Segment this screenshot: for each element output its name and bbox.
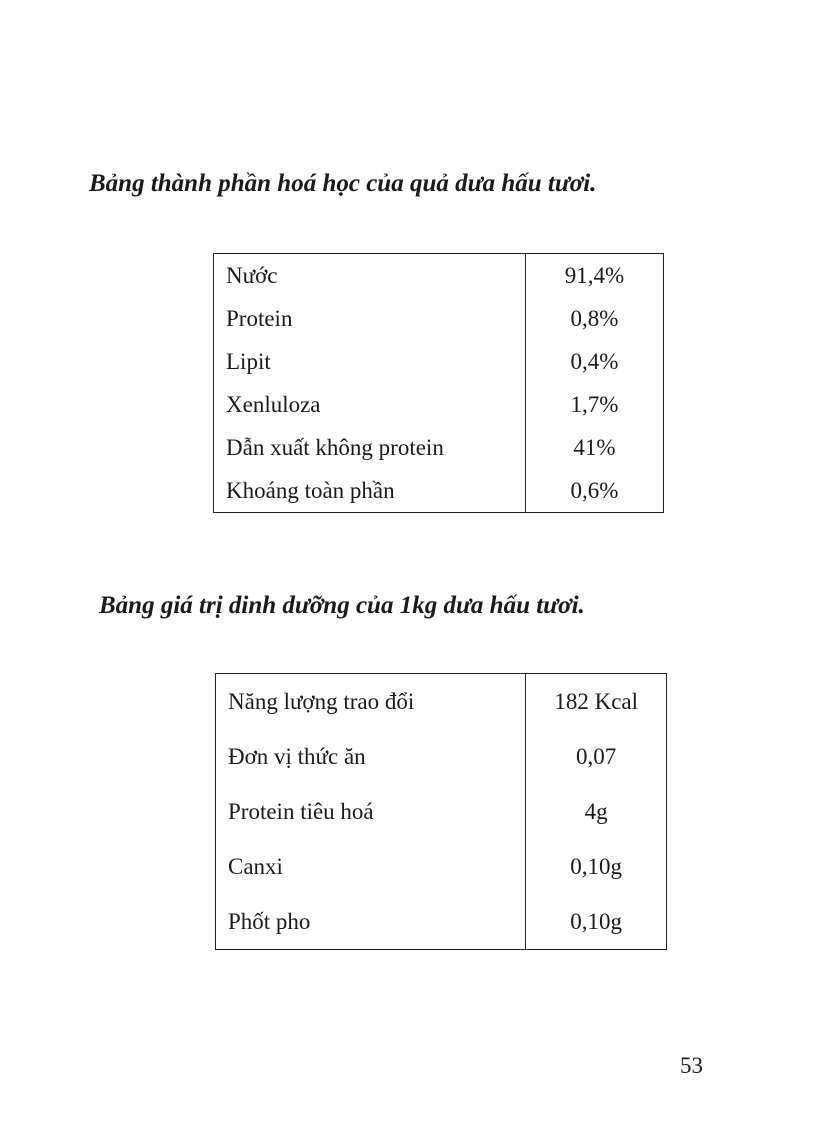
row-label: Phốt pho — [216, 894, 526, 950]
row-value: 0,10g — [570, 853, 623, 879]
row-value: 0,6% — [570, 477, 619, 503]
row-value: 91,4% — [564, 262, 625, 288]
row-label: Protein — [214, 297, 526, 340]
row-label: Protein tiêu hoá — [216, 784, 526, 839]
row-value: 0,07 — [576, 743, 617, 769]
row-label: Khoáng toàn phần — [214, 469, 526, 513]
table-row — [214, 426, 664, 469]
page-number: 53 — [680, 1053, 703, 1078]
composition-table-title: Bảng thành phần hoá học của quả dưa hấu tươi. — [89, 170, 597, 197]
table-row — [214, 297, 664, 340]
row-label: Lipit — [214, 340, 526, 383]
row-label: Nước — [214, 254, 526, 298]
row-value: 0,8% — [570, 305, 619, 331]
table-row — [214, 469, 664, 513]
nutrition-table-title: Bảng giá trị dinh dưỡng của 1kg dưa hấu tươi. — [99, 592, 585, 619]
row-label: Canxi — [216, 839, 526, 894]
table-row — [216, 729, 667, 784]
row-label: Dẫn xuất không protein — [214, 426, 526, 469]
table-row — [214, 383, 664, 426]
table-row — [216, 674, 667, 730]
nutrition-table — [215, 673, 667, 950]
table-row — [216, 839, 667, 894]
row-value: 41% — [573, 434, 616, 460]
row-value: 1,7% — [570, 391, 619, 417]
table-row — [216, 894, 667, 950]
row-label: Năng lượng trao đổi — [216, 674, 526, 730]
row-label: Đơn vị thức ăn — [216, 729, 526, 784]
table-row — [216, 784, 667, 839]
composition-table — [213, 253, 664, 513]
row-value: 4g — [584, 798, 608, 824]
row-label: Xenluloza — [214, 383, 526, 426]
row-value: 0,4% — [570, 348, 619, 374]
row-value: 182 Kcal — [554, 688, 638, 714]
table-row — [214, 340, 664, 383]
row-value: 0,10g — [570, 908, 623, 934]
table-row — [214, 254, 664, 298]
